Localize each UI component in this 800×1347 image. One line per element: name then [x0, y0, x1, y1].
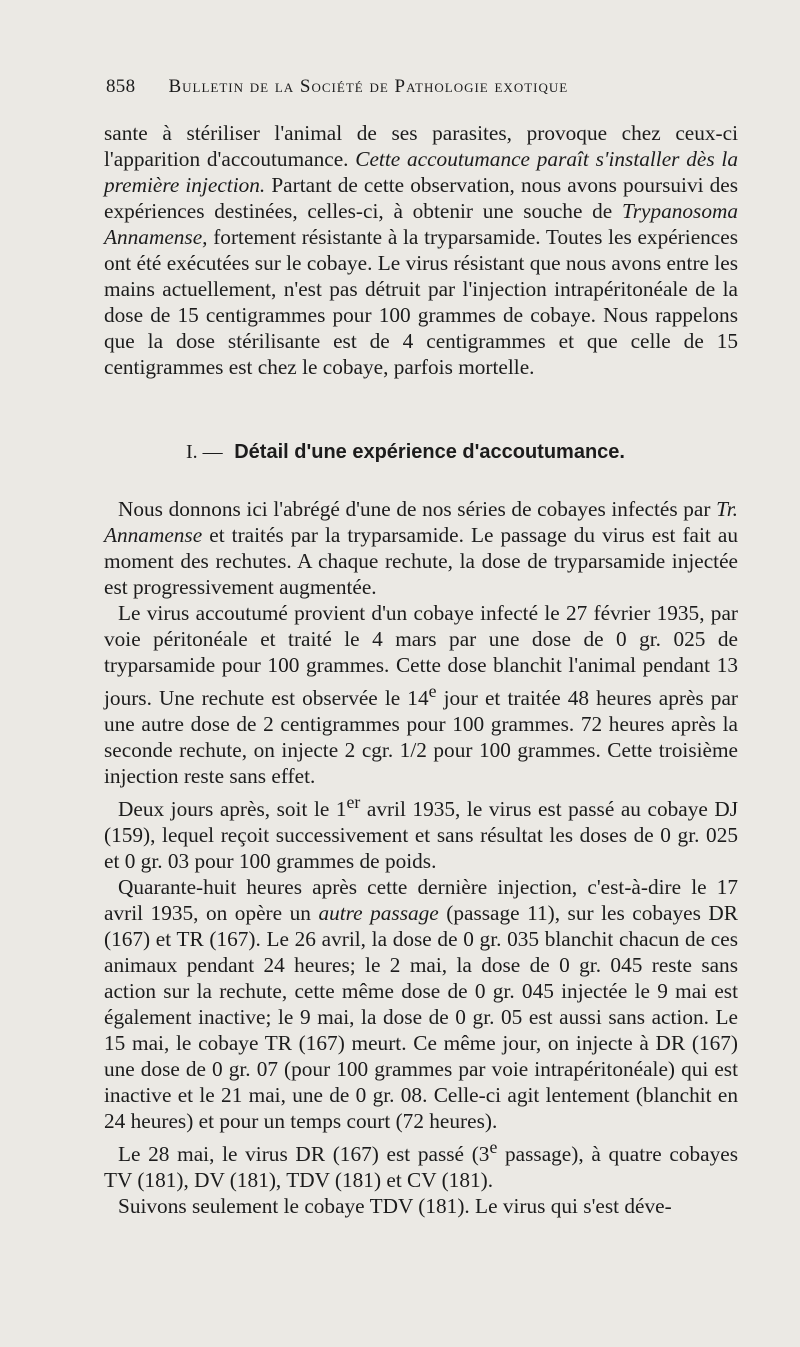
p3-text-a: Deux jours après, soit le 1	[118, 797, 347, 822]
intro-text-2: Partant de cette observation, nous avons poursuivi des expériences destinées, celles-ci, à obtenir une souche de	[104, 173, 738, 223]
p1-text-b: et traités par la tryparsamide. Le passage du virus est fait au moment des rechutes. A chaque rechute, la dose de tryparsamide injectée est progressivement augmentée.	[104, 523, 738, 599]
p5-text-a: Le 28 mai, le virus DR (167) est passé (3	[118, 1142, 490, 1167]
paragraph-5	[104, 1134, 738, 1193]
p2-text-a: Le virus accoutumé provient d'un cobaye infecté le 27 février 1935, par voie péritonéale et traité le 4 mars par une dose de 0 gr. 025 de tryparsamide pour 100 grammes. Cette dose blanchit l'animal pendant 13 jours. Une rechute est observée le 14	[104, 601, 738, 711]
p4-italic: autre passage	[318, 901, 439, 926]
p5-text-b: passage), à quatre cobayes TV (181), DV (181), TDV (181) et CV (181).	[104, 1142, 739, 1193]
intro-block	[104, 120, 738, 380]
paragraph-6: Suivons seulement le cobaye TDV (181). Le virus qui s'est déve-	[118, 1194, 672, 1219]
p3-superscript: er	[346, 792, 361, 813]
page-number: 858	[106, 76, 136, 97]
paragraph-3	[104, 789, 738, 874]
p4-text-b: (passage 11), sur les cobayes DR (167) et TR (167). Le 26 avril, la dose de 0 gr. 035 blanchit chacun de ces animaux pendant 24 heures; le 2 mai, la dose de 0 gr. 045 reste sans action sur la rechute, cette même dose de 0 gr. 045 injectée le 9 mai est également inactive; le 9 mai, la dose de 0 gr. 05 est aussi sans action. Le 15 mai, le cobaye TR (167) meurt. Ce même jour, on injecte à DR (167) une dose de 0 gr. 07 (pour 100 grammes par voie intrapéritonéale) qui est inactive et le 21 mai, une de 0 gr. 08. Celle-ci agit lentement (blanchit en 24 heures) et pour un temps court (72 heures).	[104, 901, 738, 1134]
intro-italic-2: Trypanosoma Annamense,	[104, 199, 738, 249]
intro-paragraph	[104, 120, 738, 380]
p5-superscript: e	[489, 1137, 498, 1158]
p1-text-a: Nous donnons ici l'abrégé d'une de nos séries de cobayes infectés par	[118, 497, 717, 521]
running-head	[106, 76, 766, 98]
p3-text-b: avril 1935, le virus est passé au cobaye DJ (159), lequel reçoit successivement et sans résultat les doses de 0 gr. 025 et 0 gr. 03 pour 100 grammes de poids.	[104, 797, 739, 874]
section-number: I. —	[186, 441, 223, 463]
intro-text-3: fortement résistante à la tryparsamide. Toutes les expériences ont été exécutées sur le cobaye. Le virus résistant que nous avons entre les mains actuellement, n'est pas détruit par l'injection intrapéritonéale de la dose de 15 centigrammes pour 100 grammes de cobaye. Nous rappelons que la dose stérilisante est de 4 centigrammes et que celle de 15 centigrammes est chez le cobaye, parfois mortelle.	[104, 225, 738, 379]
journal-title: Bulletin de la Société de Pathologie exotique	[168, 76, 569, 97]
p1-italic: Tr. Annamense	[104, 497, 738, 547]
p2-superscript: e	[428, 681, 437, 701]
section-body	[104, 496, 738, 1219]
section-heading	[186, 441, 625, 464]
p4-text-a: Quarante-huit heures après cette dernière injection, c'est-à-dire le 17 avril 1935, on opère un	[104, 875, 738, 926]
p2-text-b: jour et traitée 48 heures après par une autre dose de 2 centigrammes pour 100 grammes. 72 heures après la seconde rechute, on injecte 2 cgr. 1/2 pour 100 grammes. Cette troisième injection reste sans effet.	[104, 686, 739, 789]
paragraph-4	[104, 874, 738, 1134]
intro-text-1: sante à stériliser l'animal de ses parasites, provoque chez ceux-ci l'apparition d'accoutumance.	[104, 121, 738, 171]
section-title: Détail d'une expérience d'accoutumance.	[234, 441, 625, 463]
paragraph-1	[104, 496, 738, 600]
intro-italic-1: Cette accoutumance paraît s'installer dès la première injection.	[104, 147, 738, 197]
paragraph-2	[104, 600, 738, 789]
